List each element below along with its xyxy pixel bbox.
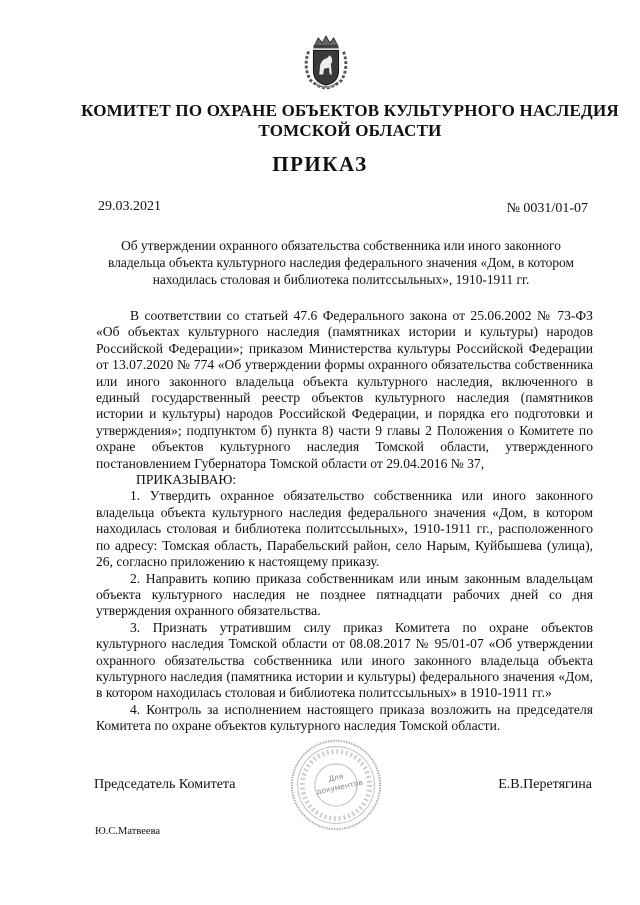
coat-of-arms-emblem bbox=[297, 32, 355, 90]
stamp-text: Для документов bbox=[315, 771, 364, 797]
official-stamp bbox=[288, 737, 384, 833]
order-verb: ПРИКАЗЫВАЮ: bbox=[136, 472, 237, 488]
executor-name: Ю.С.Матвеева bbox=[95, 826, 161, 837]
organization-name-line-2: ТОМСКОЙ ОБЛАСТИ bbox=[258, 121, 442, 140]
order-number: № 0031/01-07 bbox=[506, 201, 588, 216]
order-item: 4. Контроль за исполнением настоящего приказа возложить на председателя Комитета по охране объектов культурного наследия Томской области. bbox=[96, 701, 593, 734]
signatory-name: Е.В.Перетягина bbox=[498, 777, 592, 792]
order-subject: Об утверждении охранного обязательства собственника или иного законного владельца объекта культурного наследия федерального значения «Дом, в котором находилась столовая и библиотека политссыльных», 1910-1911 гг. bbox=[108, 238, 574, 287]
order-item: 1. Утвердить охранное обязательство собственника или иного законного владельца объекта культурного наследия федерального значения «Дом, в котором находилась столовая и библиотека политссыльных», 1910-1911 гг., расположенного по адресу: Томская область, Парабельский район, село Нарым, Куйбышева (улица), 26, согласно приложению к настоящему приказу. bbox=[96, 488, 593, 570]
order-item: 2. Направить копию приказа собственникам или иным законным владельцам объекта культурного наследия не позднее пятнадцати рабочих дней со дня утверждения охранного обязательства. bbox=[96, 570, 593, 619]
document-type-title: ПРИКАЗ bbox=[272, 152, 368, 176]
signatory-position: Председатель Комитета bbox=[94, 777, 236, 792]
organization-name-line-1: КОМИТЕТ ПО ОХРАНЕ ОБЪЕКТОВ КУЛЬТУРНОГО НАСЛЕДИЯ bbox=[81, 101, 619, 120]
order-body bbox=[96, 308, 593, 735]
order-preamble: В соответствии со статьей 47.6 Федерального закона от 25.06.2002 № 73-ФЗ «Об объектах культурного наследия (памятниках истории и культуры) народов Российской Федерации»; приказом Министерства культуры Российской Федерации от 13.07.2020 № 774 «Об утверждении формы охранного обязательства собственника или иного законного владельца объекта культурного наследия, включенного в единый государственный реестр объектов культурного наследия (памятников истории и культуры) народов Российской Федерации, и порядка его подготовки и утверждения»; подпунктом б) пункта 8) части 9 главы 2 Положения о Комитете по охране объектов культурного наследия Томской области, утвержденного постановлением Губернатора Томской области от 29.04.2016 № 37, bbox=[96, 308, 593, 471]
order-item: 3. Признать утратившим силу приказ Комитета по охране объектов культурного наследия Томской области от 08.08.2017 № 95/01-07 «Об утверждении охранного обязательства собственника или иного законного владельца объекта культурного наследия (памятника истории и культуры) федерального значения «Дом, в котором находилась столовая и библиотека политссыльных» в 1910-1911 гг.» bbox=[96, 619, 593, 701]
order-date: 29.03.2021 bbox=[98, 199, 161, 214]
